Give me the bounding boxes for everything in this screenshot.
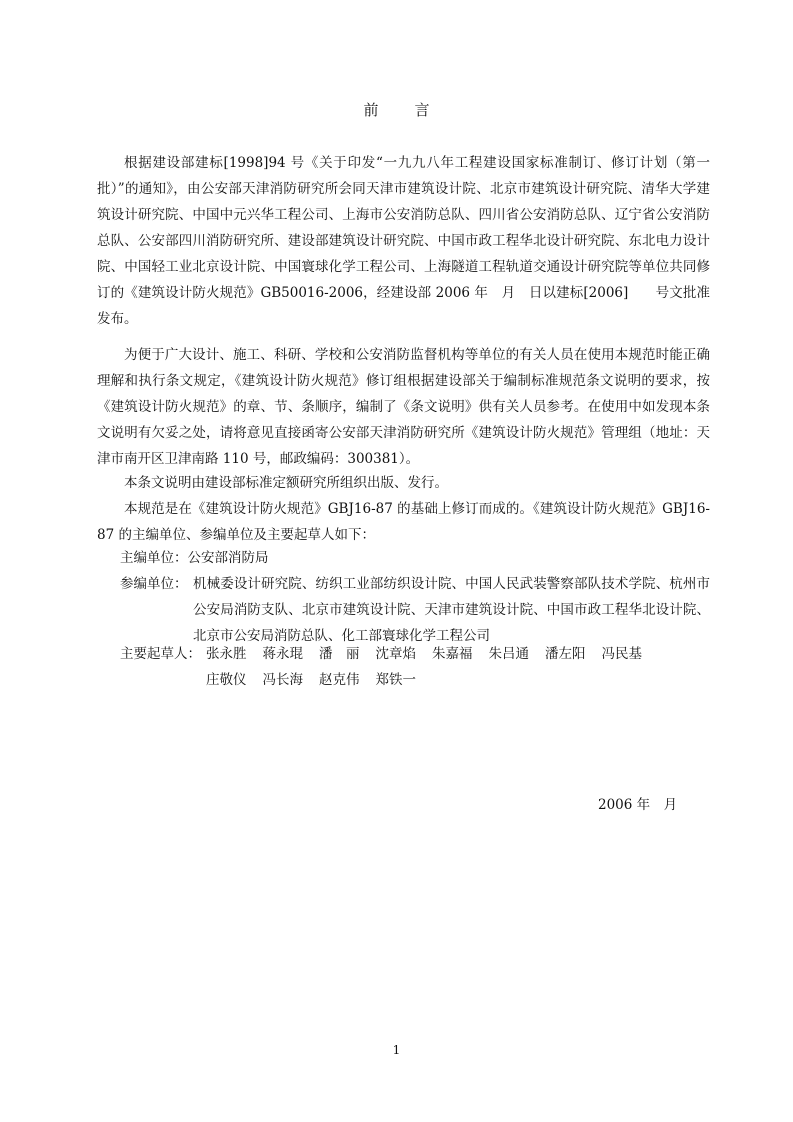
drafter-name: 沈章焰 [375,646,416,662]
paragraph-publisher [97,470,710,496]
title-part-2: 言 [414,101,430,119]
chief-editor-value: 公安部消防局 [187,550,269,566]
paragraph-text: 本规范是在《建筑设计防火规范》GBJ16-87 的基础上修订而成的。《建筑设计防火规范》GBJ16-87 的主编单位、参编单位及主要起草人如下： [97,501,710,543]
co-editors-label: 参编单位： [120,576,188,592]
co-editors-value: 机械委设计研究院、纺织工业部纺织设计院、中国人民武装警察部队技术学院、杭州市公安局消防支队、北京市建筑设计院、天津市建筑设计院、中国市政工程华北设计院、北京市公安局消防总队、化工部寰球化学工程公司 [193,576,710,644]
drafters-label: 主要起草人： [120,646,201,662]
chief-editor-line [120,545,269,571]
paragraph-background [97,150,710,332]
drafters-list [206,641,711,693]
paragraph-purpose [97,342,710,472]
drafter-name: 潘左阳 [545,646,586,662]
paragraph-text: 为便于广大设计、施工、科研、学校和公安消防监督机构等单位的有关人员在使用本规范时能正确理解和执行条文规定，《建筑设计防火规范》修订组根据建设部关于编制标准规范条文说明的要求，按《建筑设计防火规范》的章、节、条顺序，编制了《条文说明》供有关人员参考。在使用中如发现本条文说明有欠妥之处，请将意见直接函寄公安部天津消防研究所《建筑设计防火规范》管理组（地址：天津市南开区卫津南路 110 号，邮政编码：300381）。 [97,347,710,467]
document-date: 2006 年 月 [598,797,678,813]
paragraph-text: 根据建设部建标[1998]94 号《关于印发“一九九八年工程建设国家标准制订、修订计划（第一批）”的通知》，由公安部天津消防研究所会同天津市建筑设计院、北京市建筑设计研究院、清华大学建筑设计研究院、中国中元兴华工程公司、上海市公安消防总队、四川省公安消防总队、辽宁省公安消防总队、公安部四川消防研究所、建设部建筑设计研究院、中国市政工程华北设计研究院、东北电力设计院、中国轻工业北京设计院、中国寰球化学工程公司、上海隧道工程轨道交通设计研究院等单位共同修订的《建筑设计防火规范》GB50016-2006，经建设部 2006 年 月 日以建标[2006] 号文批准发布。 [97,155,710,327]
title-part-1: 前 [363,101,379,119]
drafter-name: 蒋永琨 [262,646,303,662]
drafter-name: 张永胜 [206,646,247,662]
paragraph-history [97,496,710,548]
drafter-name: 郑铁一 [375,672,416,688]
drafter-name: 朱嘉福 [432,646,473,662]
page-number: 1 [392,1043,401,1057]
chief-editor-label: 主编单位： [120,550,188,566]
drafter-name: 赵克伟 [319,672,360,688]
drafter-name: 朱吕通 [488,646,529,662]
drafter-name: 潘 丽 [319,646,360,662]
drafter-name: 冯长海 [262,672,303,688]
page-title [0,99,793,120]
drafter-name: 庄敬仪 [206,672,247,688]
drafter-name: 冯民基 [601,646,642,662]
paragraph-text: 本条文说明由建设部标准定额研究所组织出版、发行。 [124,475,448,491]
